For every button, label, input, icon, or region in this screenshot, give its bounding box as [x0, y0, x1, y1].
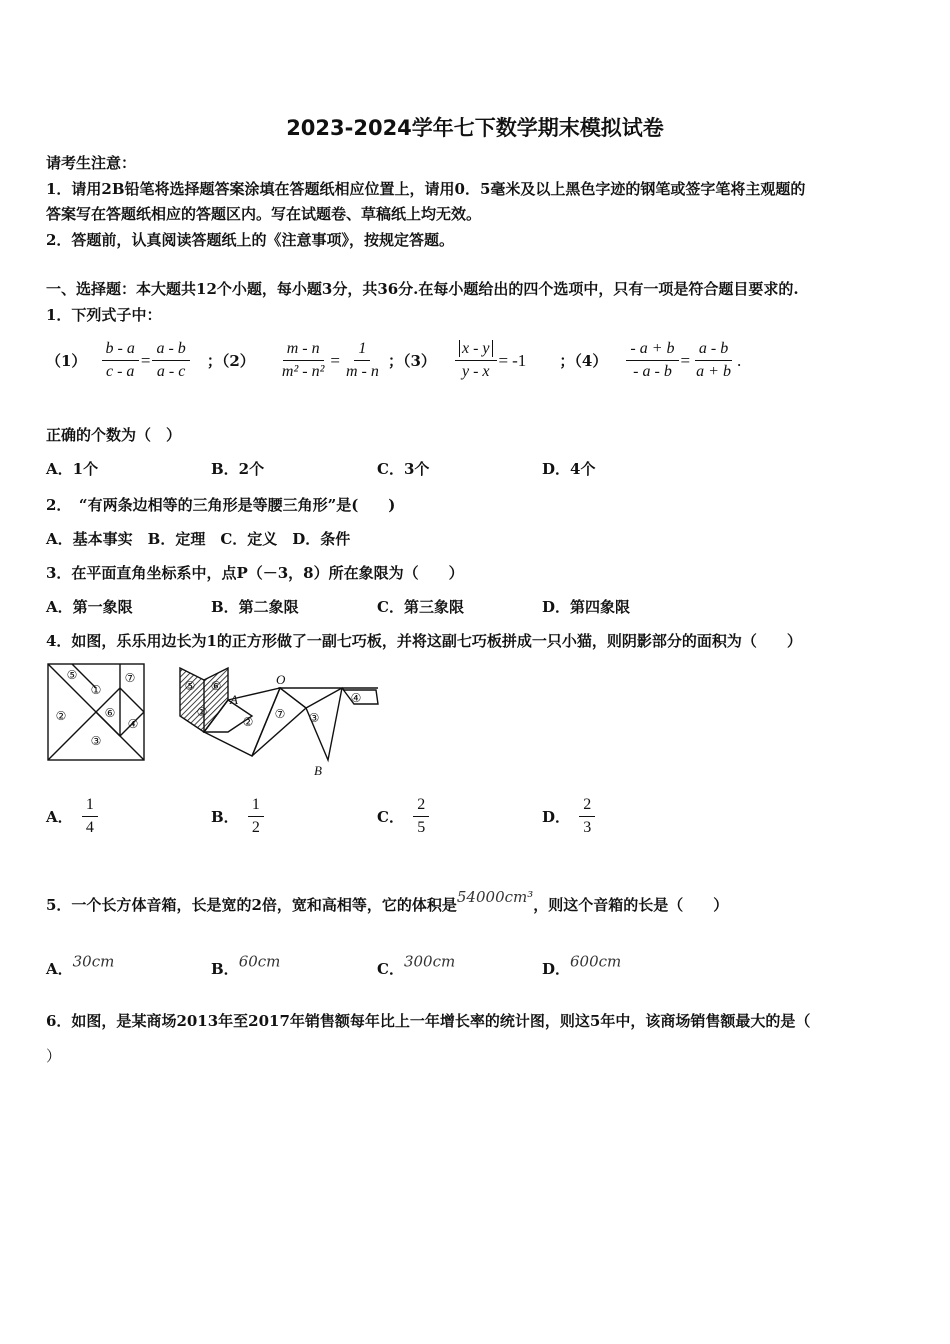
square-label: ⑦: [124, 671, 136, 685]
point-label: B: [314, 763, 322, 778]
fraction-denominator: 2: [251, 819, 260, 836]
fraction-denominator: a - c: [156, 363, 186, 380]
fraction-numerator: 2: [413, 796, 429, 817]
fraction-numerator: - a + b: [626, 340, 678, 361]
option-value: 300cm: [403, 952, 456, 971]
q5-stem: [46, 888, 729, 915]
fraction-numerator: a - b: [695, 340, 732, 361]
q2-stem: 2． “有两条边相等的三角形是等腰三角形”是( ): [46, 496, 396, 514]
q1-f4-left: [626, 340, 678, 381]
fraction-denominator: c - a: [105, 363, 135, 380]
q4-stem: 4．如图，乐乐用边长为1的正方形做了一副七巧板，并将这副七巧板拼成一只小猫，则阴影部分的面积为（ ）: [46, 632, 802, 650]
q4-option-d[interactable]: [542, 796, 595, 837]
q5-volume: 54000cm³: [456, 888, 534, 906]
q1-label-4: ；（4）: [559, 352, 608, 370]
fraction-denominator: m² - n²: [281, 363, 325, 380]
q5-stem-text: 5．一个长方体音箱，长是宽的2倍，宽和高相等，它的体积是: [46, 896, 457, 914]
q6-stem: 6．如图，是某商场2013年至2017年销售额每年比上一年增长率的统计图，则这5年中，该商场销售额最大的是（: [46, 1012, 811, 1030]
q1-label-3: ；（3）: [387, 352, 436, 370]
notice-item-1a: 1．请用2B铅笔将选择题答案涂填在答题纸相应位置上，请用0．5毫米及以上黑色字迹的钢笔或签字笔将主观题的: [46, 180, 806, 198]
option-value: 600cm: [570, 952, 622, 971]
fraction-numerator: 2: [579, 796, 595, 817]
fraction-denominator: a + b: [696, 363, 731, 380]
q1-option-d[interactable]: D．4个: [542, 460, 596, 478]
fraction-denominator: y - x: [462, 363, 490, 380]
option-fraction: [82, 796, 98, 837]
fraction-denominator: 4: [85, 819, 94, 836]
square-label: ①: [90, 683, 102, 697]
fraction-denominator: - a - b: [633, 363, 672, 380]
q5-option-a[interactable]: [46, 952, 115, 978]
q3-option-d[interactable]: D．第四象限: [542, 598, 631, 616]
notice-item-2: 2．答题前，认真阅读答题纸上的《注意事项》，按规定答题。: [46, 231, 454, 249]
q5-option-b[interactable]: [211, 952, 281, 978]
square-label: ⑤: [66, 668, 78, 682]
option-letter: D．: [542, 960, 571, 978]
option-letter: B．: [211, 960, 239, 978]
q3-option-c[interactable]: C．第三象限: [377, 598, 464, 616]
notice-heading: 请考生注意：: [46, 154, 137, 172]
period: .: [736, 350, 742, 370]
q1-stem: 1．下列式子中：: [46, 306, 162, 324]
q1-label-2: ；（2）: [206, 352, 255, 370]
absolute-value: x - y: [459, 340, 493, 357]
point-label: O: [276, 672, 286, 687]
section-heading: 一、选择题：本大题共12个小题，每小题3分，共36分.在每小题给出的四个选项中，只有一项是符合题目要求的.: [46, 280, 799, 298]
q1-f2-left: [278, 340, 328, 381]
q5-option-d[interactable]: [542, 952, 622, 978]
q1-option-a[interactable]: A．1个: [46, 460, 99, 478]
q2-options[interactable]: A．基本事实 B．定理 C．定义 D．条件: [46, 530, 351, 548]
fraction-denominator: m - n: [345, 363, 379, 380]
cat-label: ⑤: [184, 679, 196, 693]
option-letter: A．: [46, 960, 73, 978]
q1-option-c[interactable]: C．3个: [377, 460, 430, 478]
option-letter: A．: [46, 808, 73, 826]
cat-label: ①: [196, 705, 208, 719]
cat-label: ④: [350, 691, 362, 705]
option-value: 30cm: [72, 952, 115, 971]
q1-f3-left: [455, 340, 497, 381]
q1-formulas: [46, 340, 743, 381]
square-label: ④: [127, 717, 139, 731]
option-letter: C．: [377, 808, 404, 826]
q3-option-a[interactable]: A．第一象限: [46, 598, 133, 616]
q5-options: [46, 952, 906, 982]
q1-f4-right: [692, 340, 735, 381]
option-fraction: [413, 796, 429, 837]
point-label: A: [230, 692, 238, 707]
equals-sign: =: [330, 350, 340, 370]
q5-option-c[interactable]: [377, 952, 456, 978]
q1-f1-left: [102, 340, 139, 381]
q1-f3-right: -1: [512, 350, 527, 370]
q6-stem-close: ）: [46, 1047, 62, 1065]
q1-label-1: （1）: [46, 352, 87, 370]
square-label: ⑥: [104, 706, 116, 720]
q4-option-a[interactable]: [46, 796, 98, 837]
cat-label: ⑦: [274, 707, 286, 721]
q3-option-b[interactable]: B．第二象限: [211, 598, 299, 616]
notice-item-1b: 答案写在答题纸相应的答题区内。写在试题卷、草稿纸上均无效。: [46, 205, 482, 223]
fraction-numerator: b - a: [102, 340, 139, 361]
fraction-denominator: 5: [417, 819, 426, 836]
q1-f1-right: [152, 340, 189, 381]
option-letter: B．: [211, 808, 239, 826]
fraction-numerator: m - n: [283, 340, 324, 361]
option-fraction: [579, 796, 595, 837]
fraction-numerator: a - b: [152, 340, 189, 361]
cat-label: ⑥: [210, 679, 222, 693]
square-label: ③: [90, 734, 102, 748]
fraction-numerator: 1: [354, 340, 370, 361]
q4-options: [46, 796, 906, 846]
fraction-numerator: 1: [82, 796, 98, 817]
option-letter: D．: [542, 808, 571, 826]
q1-option-b[interactable]: B．2个: [211, 460, 265, 478]
q4-option-c[interactable]: [377, 796, 429, 837]
equals-sign: =: [680, 350, 691, 370]
square-label: ②: [55, 709, 67, 723]
q1-ask: 正确的个数为（ ）: [46, 426, 182, 444]
option-value: 60cm: [238, 952, 281, 971]
cat-label: ②: [242, 715, 254, 729]
q3-stem: 3．在平面直角坐标系中，点P（－3，8）所在象限为（ ）: [46, 564, 464, 582]
page-title: 2023-2024学年七下数学期末模拟试卷: [286, 116, 664, 140]
q1-f2-right: [342, 340, 383, 381]
fraction-denominator: 3: [583, 819, 592, 836]
option-letter: C．: [377, 960, 404, 978]
tangram-figure: [44, 660, 384, 782]
fraction-numerator: [455, 340, 497, 361]
q5-stem-text: ，则这个音箱的长是（ ）: [533, 896, 729, 914]
equals-sign: =: [140, 350, 151, 370]
cat-label: ③: [308, 711, 320, 725]
fraction-numerator: 1: [248, 796, 264, 817]
equals-sign: =: [498, 350, 509, 370]
q4-option-b[interactable]: [211, 796, 264, 837]
option-fraction: [248, 796, 264, 837]
